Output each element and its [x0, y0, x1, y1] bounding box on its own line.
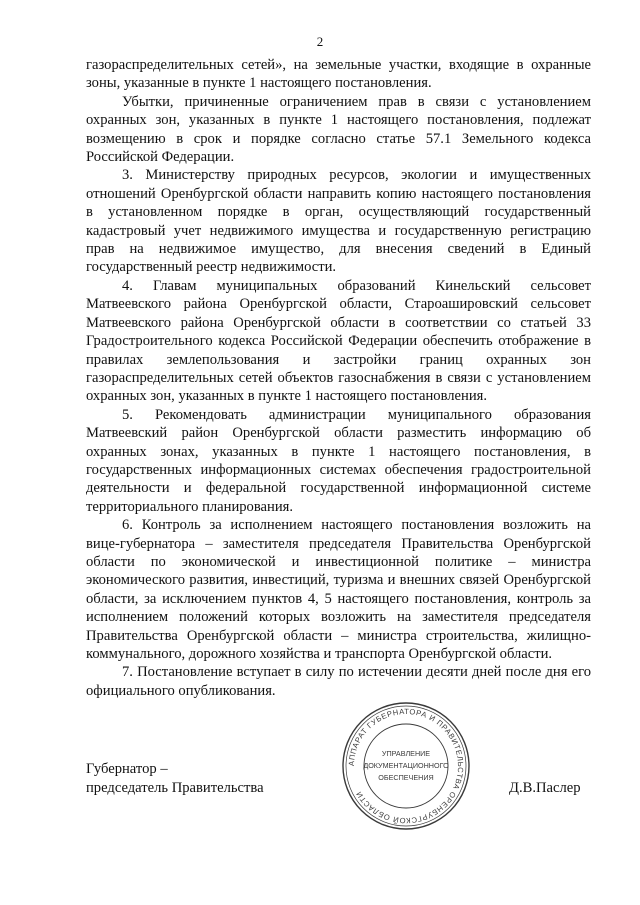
paragraph-damages: Убытки, причиненные ограничением прав в связи с установлением охранных зон, указанных в пункте 1 настоящего постановления, подлежат возмещению в срок и порядке согласно статье 57.1 Земельного кодекса Российской Федерации. [86, 93, 591, 166]
signatory-name: Д.В.Паслер [509, 780, 581, 796]
paragraph-continuation: газораспределительных сетей», на земельные участки, входящие в охранные зоны, указанные в пункте 1 настоящего постановления. [86, 57, 591, 92]
seal-ring-text: АППАРАТ ГУБЕРНАТОРА И ПРАВИТЕЛЬСТВА ОРЕНБУРГСКОЙ ОБЛАСТИ [346, 706, 466, 826]
signatory-title-line-2: председатель Правительства [86, 780, 264, 796]
paragraph-item-3: 3. Министерству природных ресурсов, экологии и имущественных отношений Оренбургской области направить копию настоящего постановления в установленном порядке в орган, осуществляющий государственный кадастровый учет недвижимого имущества и государственную регистрацию прав на недвижимое имущество, для внесения сведений в Единый государственный реестр недвижимости. [86, 167, 591, 276]
paragraph-item-6: 6. Контроль за исполнением настоящего постановления возложить на вице-губернатора – заместителя председателя Правительства Оренбургской области по экономической и инвестиционной политике – министра экономического развития, инвестиций, туризма и внешних связей Оренбургской области, за исключением пунктов 4, 5 настоящего постановления, контроль за исполнением положений которых возложить на заместителя председателя Правительства Оренбургской области – министра строительства, жилищно-коммунального, дорожного хозяйства и транспорта Оренбургской области. [86, 517, 591, 662]
seal-center-line-2: ДОКУМЕНТАЦИОННОГО [363, 761, 449, 770]
seal-graphic [340, 700, 472, 832]
page-number: 2 [316, 34, 324, 49]
seal-center-line-3: ОБЕСПЕЧЕНИЯ [378, 773, 434, 782]
seal-center-line-1: УПРАВЛЕНИЕ [381, 749, 431, 758]
signatory-title-line-1: Губернатор – [86, 761, 168, 777]
paragraph-item-4: 4. Главам муниципальных образований Кинельский сельсовет Матвеевского района Оренбургской области, Староашировский сельсовет Матвеевского района Оренбургской области в соответствии со статьей 33 Градостроительного кодекса Российской Федерации обеспечить отображение в правилах землепользования и застройки границ охранных зон газораспределительных сетей объектов газоснабжения в связи с установлением охранных зон, указанных в пункте 1 настоящего постановления. [86, 277, 591, 405]
document-body [86, 56, 591, 700]
signatory-title [86, 760, 264, 798]
official-seal [340, 700, 472, 832]
paragraph-item-5: 5. Рекомендовать администрации муниципального образования Матвеевский район Оренбургской области разместить информацию об охранных зонах, указанных в пункте 1 настоящего постановления, в государственных информационных системах обеспечения градостроительной деятельности и федеральной государственной информационной системе территориального планирования. [86, 406, 591, 515]
paragraph-item-7: 7. Постановление вступает в силу по истечении десяти дней после дня его официального опубликования. [86, 664, 591, 699]
